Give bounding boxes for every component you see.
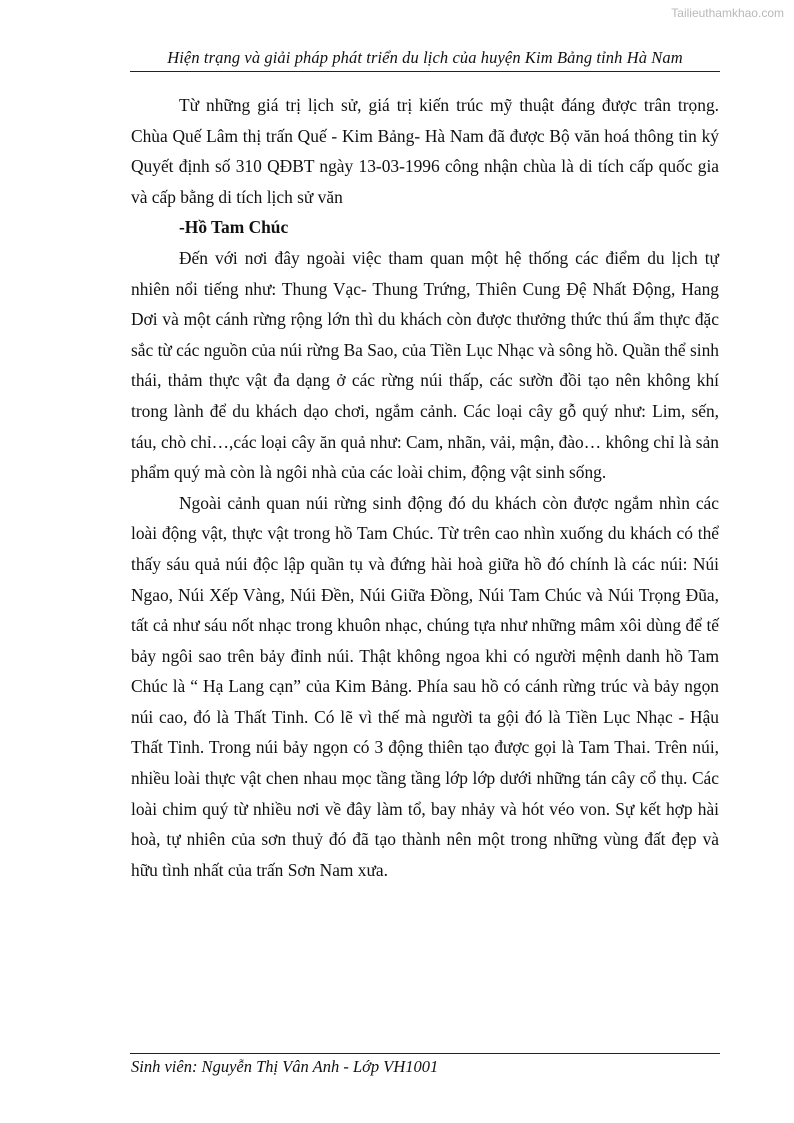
paragraph-tam-chuc-lake: Ngoài cảnh quan núi rừng sinh động đó du khách còn được ngắm nhìn các loài động vật, thực vật trong hồ Tam Chúc. Từ trên cao nhìn xuống du khách có thể thấy sáu quả núi độc lập quần tụ và đứng hài hoà giữa hồ đó chính là các núi: Núi Ngao, Núi Xếp Vàng, Núi Đền, Núi Giữa Đồng, Núi Tam Chúc và Núi Trọng Đũa, tất cả như sáu nốt nhạc trong khuôn nhạc, chúng tựa như những mâm xôi dùng để tế bảy ngôi sao trên bảy đỉnh núi. Thật không ngoa khi có người mệnh danh hồ Tam Chúc là “ Hạ Lang cạn” của Kim Bảng. Phía sau hồ có cánh rừng trúc và bảy ngọn núi cao, đó là Thất Tinh. Có lẽ vì thế mà người ta gội đó là Tiền Lục Nhạc - Hậu Thất Tinh. Trong núi bảy ngọn có 3 động thiên tạo được gọi là Tam Thai. Trên núi, nhiều loài thực vật chen nhau mọc tầng tầng lớp lớp dưới những tán cây cổ thụ. Các loài chim quý từ nhiều nơi về đây làm tổ, bay nhảy và hót véo von. Sự kết hợp hài hoà, tự nhiên của sơn thuỷ đó đã tạo thành nên một trong những vùng đất đẹp và hữu tình nhất của trấn Sơn Nam xưa. <box>131 492 719 880</box>
paragraph-que-lam: Từ những giá trị lịch sử, giá trị kiến trúc mỹ thuật đáng được trân trọng. Chùa Quế Lâm thị trấn Quế - Kim Bảng- Hà Nam đã được Bộ văn hoá thông tin ký Quyết định số 310 QĐBT ngày 13-03-1996 công nhận chùa là di tích cấp quốc gia và cấp bằng di tích lịch sử văn <box>131 95 719 207</box>
paragraph-natural-sites: Đến với nơi đây ngoài việc tham quan một hệ thống các điểm du lịch tự nhiên nổi tiếng như: Thung Vạc- Thung Trứng, Thiên Cung Đệ Nhất Động, Hang Dơi và một cánh rừng rộng lớn thì du khách còn được thưởng thức thú ẩm thực đặc sắc từ các nguồn của núi rừng Ba Sao, của Tiền Lục Nhạc và sông hồ. Quần thể sinh thái, thảm thực vật đa dạng ở các rừng núi thấp, các sườn đồi tạo nên không khí trong lành để du khách dạo chơi, ngắm cảnh. Các loại cây gỗ quý như: Lim, sến, táu, chò chỉ…,các loại cây ăn quả như: Cam, nhãn, vải, mận, đào… không chỉ là sản phẩm quý mà còn là ngôi nhà của các loài chim, động vật sinh sống. <box>131 247 719 483</box>
page-footer-student: Sinh viên: Nguyễn Thị Vân Anh - Lớp VH1001 <box>131 1057 439 1076</box>
header-divider <box>130 71 720 72</box>
document-body <box>131 90 719 885</box>
footer-divider <box>130 1053 720 1054</box>
page-header-title: Hiện trạng và giải pháp phát triển du lịch của huyện Kim Bảng tỉnh Hà Nam <box>167 48 683 67</box>
section-heading-tam-chuc: -Hồ Tam Chúc <box>179 217 289 238</box>
watermark-text: Tailieuthamkhao.com <box>671 6 784 20</box>
